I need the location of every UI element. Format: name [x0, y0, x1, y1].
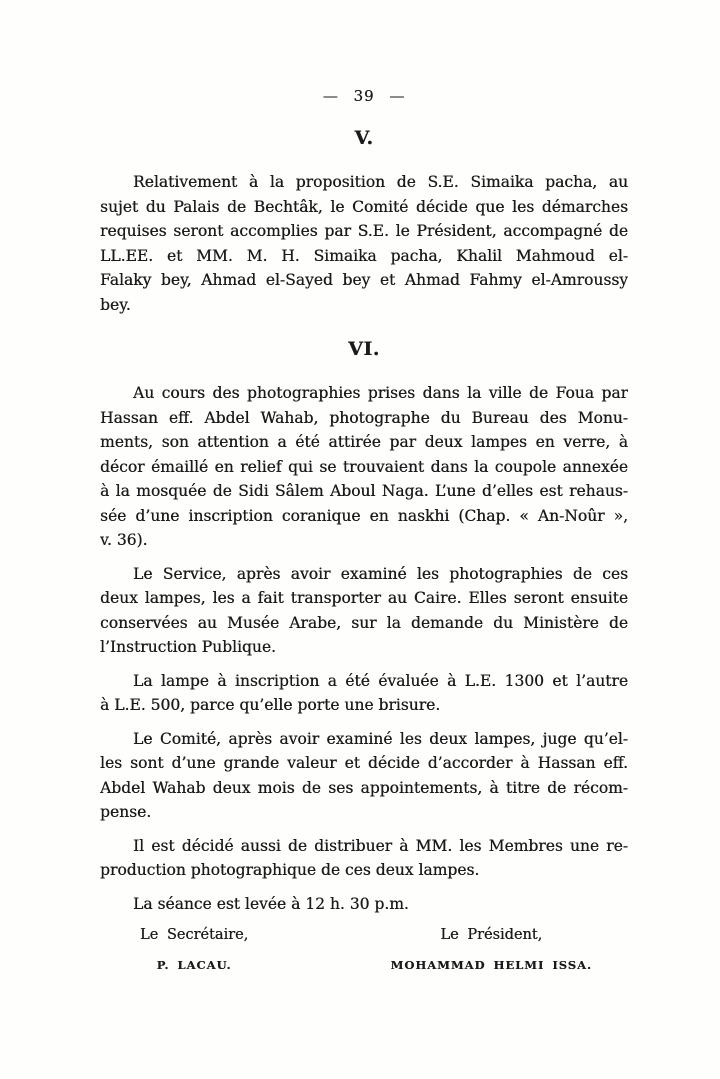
text-line: Le Service, après avoir examiné les photographies de ces [133, 564, 628, 583]
text-line: Abdel Wahab deux mois de ses appointements, à titre de récom- [100, 778, 628, 797]
paragraph-proposition-bechtak [100, 170, 628, 317]
text-line: sujet du Palais de Bechtâk, le Comité décide que les démarches [100, 197, 628, 216]
text-line: conservées au Musée Arabe, sur la demande du Ministère de [100, 613, 628, 632]
text-line: ments, son attention a été attirée par deux lampes en verre, à [100, 433, 628, 451]
secretary-role: Le Secrétaire, [140, 927, 249, 943]
text-line: à L.E. 500, parce qu’elle porte une brisure. [100, 696, 441, 714]
text-line: Hassan eff. Abdel Wahab, photographe du Bureau des Monu- [100, 408, 628, 427]
paragraph-photographies-foua [100, 381, 628, 553]
text-line: sée d’une inscription coranique en naskhi (Chap. « An-Noûr », [100, 506, 628, 525]
text-line: La séance est levée à 12 h. 30 p.m. [133, 894, 409, 913]
text-line: pense. [100, 803, 152, 821]
text-line: v. 36). [100, 531, 148, 549]
president-signature [391, 925, 592, 972]
paragraph-recompense-hassan [100, 727, 628, 825]
text-line: deux lampes, les a fait transporter au Caire. Elles seront ensuite [100, 589, 628, 607]
text-line: production photographique de ces deux lampes. [100, 861, 480, 879]
section-vi-heading: VI. [348, 338, 380, 360]
text-line: Le Comité, après avoir examiné les deux lampes, juge qu’el- [133, 729, 628, 748]
paragraph-transport-caire [100, 562, 628, 660]
text-line: décor émaillé en relief qui se trouvaient dans la coupole annexée [100, 457, 628, 476]
text-line: les sont d’une grande valeur et décide d’accorder à Hassan eff. [100, 754, 628, 772]
text-line: requises seront accomplies par S.E. le Président, accompagné de [100, 222, 628, 240]
text-line: Il est décidé aussi de distribuer à MM. les Membres une re- [133, 836, 628, 855]
paragraph-evaluation-lampes [100, 669, 628, 718]
text-line: Au cours des photographies prises dans la ville de Foua par [133, 384, 628, 402]
text-line: bey. [100, 295, 131, 314]
president-role: Le Président, [440, 927, 543, 943]
text-line: LL.EE. et MM. M. H. Simaika pacha, Khalil Mahmoud el- [100, 246, 628, 265]
page-number-header: — 39 — [322, 87, 406, 105]
text-line: Relativement à la proposition de S.E. Simaika pacha, au [133, 173, 628, 191]
section-v-heading: V. [354, 127, 374, 149]
text-column [100, 86, 628, 972]
secretary-name: P. LACAU. [156, 958, 232, 972]
paragraph-reproduction-membres [100, 834, 628, 883]
text-line: à la mosquée de Sidi Sâlem Aboul Naga. L’une d’elles est rehaus- [100, 482, 628, 500]
text-line: l’Instruction Publique. [100, 638, 276, 656]
document-body [100, 126, 628, 916]
president-name: MOHAMMAD HELMI ISSA. [390, 958, 592, 972]
paragraph-seance-levee [100, 892, 628, 917]
signature-block [100, 925, 628, 972]
text-line: La lampe à inscription a été évaluée à L.E. 1300 et l’autre [133, 671, 628, 690]
secretary-signature [140, 925, 248, 972]
text-line: Falaky bey, Ahmad el-Sayed bey et Ahmad Fahmy el-Amroussy [100, 271, 628, 289]
